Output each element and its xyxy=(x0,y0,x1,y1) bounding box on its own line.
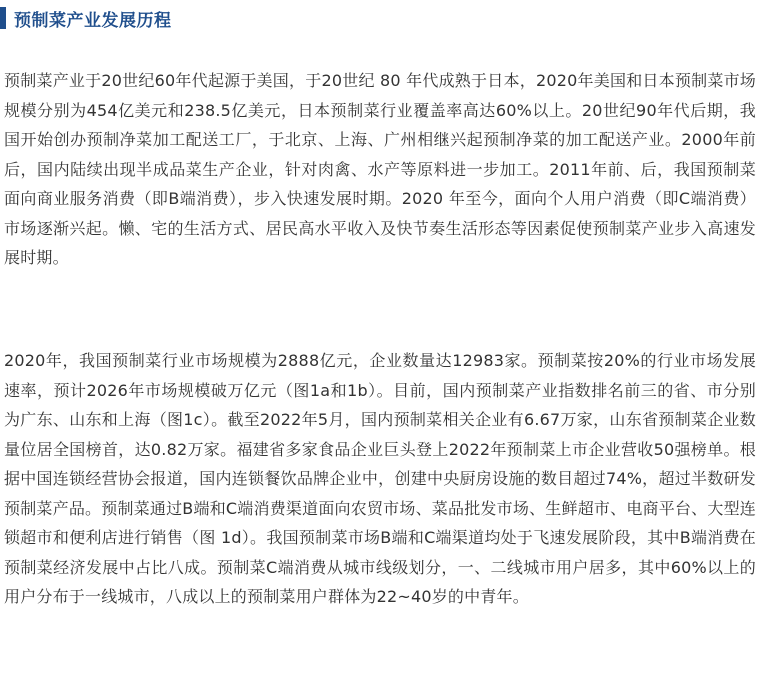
section-header xyxy=(0,0,172,36)
section-accent-bar xyxy=(0,7,6,29)
section-title: 预制菜产业发展历程 xyxy=(14,10,172,31)
paragraph-history: 预制菜产业于20世纪60年代起源于美国，于20世纪 80 年代成熟于日本，2020年美国和日本预制菜市场规模分别为454亿美元和238.5亿美元，日本预制菜行业覆盖率高达60%以上。20世纪90年代后期，我国开始创办预制净菜加工配送工厂，于北京、上海、广州相继兴起预制净菜的加工配送产业。2000年前后，国内陆续出现半成品菜生产企业，针对肉禽、水产等原料进一步加工。2011年前、后，我国预制菜面向商业服务消费（即B端消费），步入快速发展时期。2020 年至今，面向个人用户消费（即C端消费）市场逐渐兴起。懒、宅的生活方式、居民高水平收入及快节奏生活形态等因素促使预制菜产业步入高速发展时期。 xyxy=(4,71,756,267)
paragraph-market: 2020年，我国预制菜行业市场规模为2888亿元，企业数量达12983家。预制菜按20%的行业市场发展速率，预计2026年市场规模破万亿元（图1a和1b）。目前，国内预制菜产业指数排名前三的省、市分别为广东、山东和上海（图1c）。截至2022年5月，国内预制菜相关企业有6.67万家，山东省预制菜企业数量位居全国榜首，达0.82万家。福建省多家食品企业巨头登上2022年预制菜上市企业营收50强榜单。根据中国连锁经营协会报道，国内连锁餐饮品牌企业中，创建中央厨房设施的数目超过74%，超过半数研发预制菜产品。预制菜通过B端和C端消费渠道面向农贸市场、菜品批发市场、生鲜超市、电商平台、大型连锁超市和便利店进行销售（图 1d）。我国预制菜市场B端和C端渠道均处于飞速发展阶段，其中B端消费在预制菜经济发展中占比八成。预制菜C端消费从城市线级划分，一、二线城市用户居多，其中60%以上的用户分布于一线城市，八成以上的预制菜用户群体为22~40岁的中青年。 xyxy=(4,351,756,606)
